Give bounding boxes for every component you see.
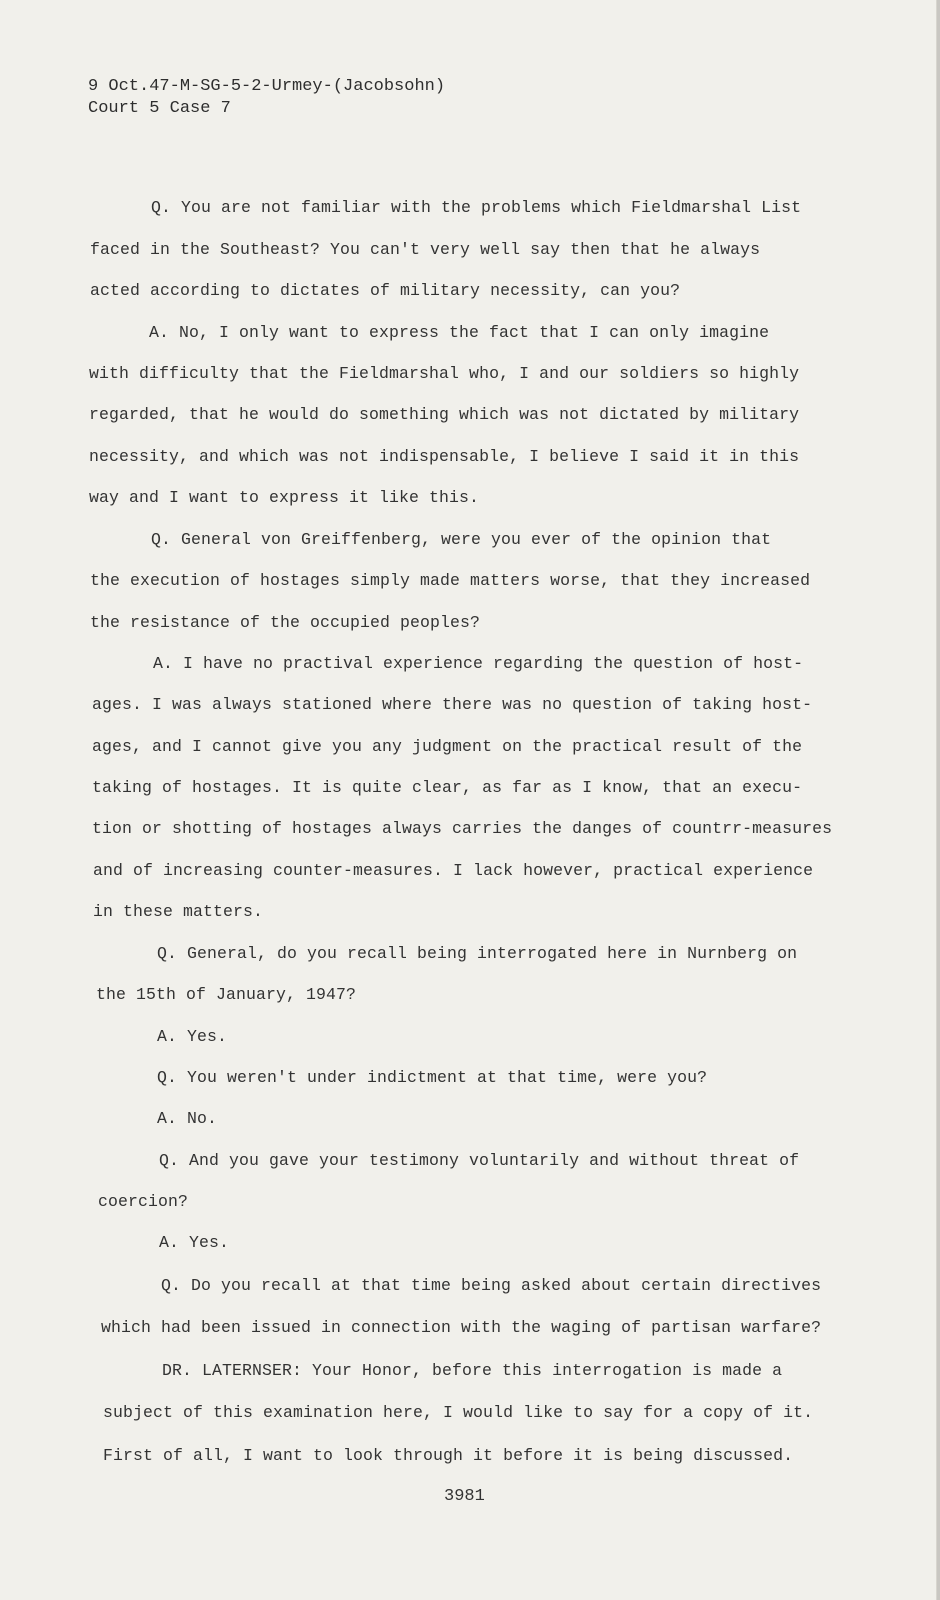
text-line: Q. General, do you recall being interrogated here in Nurnberg on <box>157 944 798 963</box>
text-line: A. Yes. <box>159 1233 230 1252</box>
text-line: Q. And you gave your testimony voluntarily and without threat of <box>159 1151 800 1170</box>
text-line: taking of hostages. It is quite clear, as far as I know, that an execu- <box>92 778 803 797</box>
text-line: Q. You weren't under indictment at that time, were you? <box>157 1068 708 1087</box>
header-line-2: Court 5 Case 7 <box>88 99 231 118</box>
text-line: A. No, I only want to express the fact that I can only imagine <box>149 323 770 342</box>
text-line: Q. Do you recall at that time being asked about certain directives <box>161 1276 822 1295</box>
text-line: and of increasing counter-measures. I lack however, practical experience <box>93 861 814 880</box>
text-line: faced in the Southeast? You can't very well say then that he always <box>90 240 761 259</box>
text-line: in these matters. <box>93 902 264 921</box>
text-line: the execution of hostages simply made matters worse, that they increased <box>90 571 811 590</box>
text-line: with difficulty that the Fieldmarshal who, I and our soldiers so highly <box>89 364 800 383</box>
text-line: A. Yes. <box>157 1027 228 1046</box>
text-line: tion or shotting of hostages always carries the danges of countrr-measures <box>92 819 833 838</box>
text-line: ages. I was always stationed where there was no question of taking host- <box>92 695 813 714</box>
text-line: necessity, and which was not indispensable, I believe I said it in this <box>89 447 800 466</box>
text-line: First of all, I want to look through it before it is being discussed. <box>103 1446 794 1465</box>
text-line: coercion? <box>98 1192 189 1211</box>
text-line: the resistance of the occupied peoples? <box>90 613 481 632</box>
text-line: way and I want to express it like this. <box>89 488 480 507</box>
header-line-1: 9 Oct.47-M-SG-5-2-Urmey-(Jacobsohn) <box>88 77 446 96</box>
text-line: regarded, that he would do something which was not dictated by military <box>89 405 800 424</box>
document-header <box>88 76 445 120</box>
text-line: the 15th of January, 1947? <box>96 985 357 1004</box>
text-line: ages, and I cannot give you any judgment on the practical result of the <box>92 737 803 756</box>
text-line: A. I have no practival experience regarding the question of host- <box>153 654 804 673</box>
text-line: which had been issued in connection with the waging of partisan warfare? <box>101 1318 822 1337</box>
text-line: acted according to dictates of military necessity, can you? <box>90 281 681 300</box>
text-line: Q. You are not familiar with the problems which Fieldmarshal List <box>151 198 802 217</box>
text-line: subject of this examination here, I would like to say for a copy of it. <box>103 1403 814 1422</box>
page-number: 3981 <box>444 1487 485 1506</box>
text-line: Q. General von Greiffenberg, were you ever of the opinion that <box>151 530 772 549</box>
text-line: DR. LATERNSER: Your Honor, before this interrogation is made a <box>162 1361 783 1380</box>
text-line: A. No. <box>157 1109 218 1128</box>
